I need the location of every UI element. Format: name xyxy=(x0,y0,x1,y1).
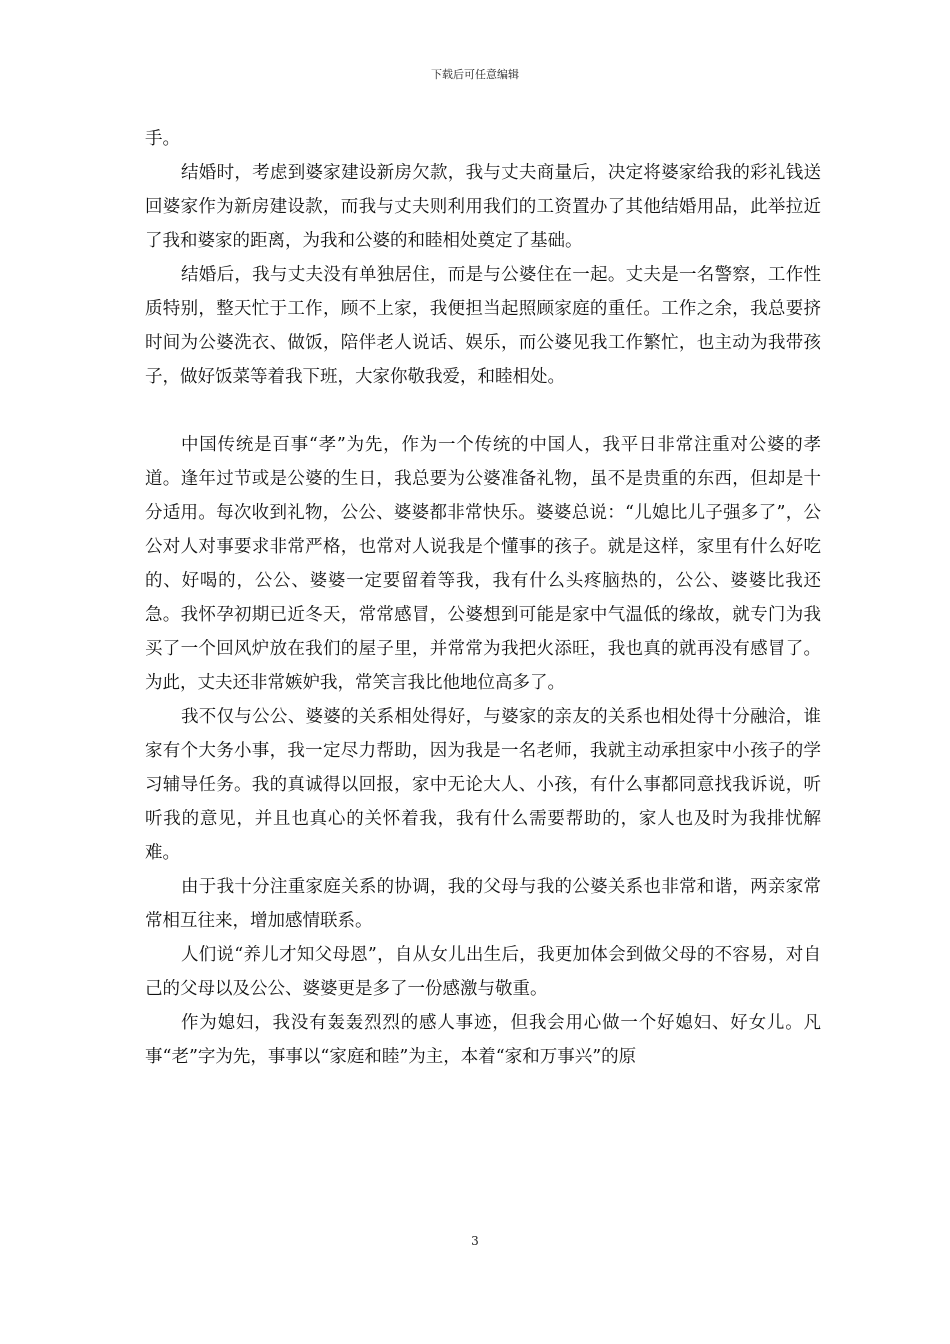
paragraph-wedding: 结婚时，考虑到婆家建设新房欠款，我与丈夫商量后，决定将婆家给我的彩礼钱送回婆家作为新房建设款，而我与丈夫则利用我们的工资置办了其他结婚用品，此举拉近了我和婆家的距离，为我和公婆的和睦相处奠定了基础。 xyxy=(145,163,821,251)
paragraph-parents-harmony: 由于我十分注重家庭关系的协调，我的父母与我的公婆关系也非常和谐，两亲家常常相互往来，增加感情联系。 xyxy=(145,877,821,931)
paragraph-spacer xyxy=(145,394,821,428)
paragraph-gratitude: 人们说“养儿才知父母恩”，自从女儿出生后，我更加体会到做父母的不容易，对自己的父母以及公公、婆婆更是多了一份感激与敬重。 xyxy=(145,945,821,999)
page-header: 下载后可任意编辑 xyxy=(431,68,519,81)
page-number: 3 xyxy=(471,1234,479,1248)
paragraph-continuation: 手。 xyxy=(145,129,180,149)
document-body xyxy=(145,122,821,1074)
paragraph-relatives: 我不仅与公公、婆婆的关系相处得好，与婆家的亲友的关系也相处得十分融洽，谁家有个大务小事，我一定尽力帮助，因为我是一名老师，我就主动承担家中小孩子的学习辅导任务。我的真诚得以回报，家中无论大人、小孩，有什么事都同意找我诉说，听听我的意见，并且也真心的关怀着我，我有什么需要帮助的，家人也及时为我排忧解难。 xyxy=(145,707,821,863)
paragraph-filial-piety: 中国传统是百事“孝”为先，作为一个传统的中国人，我平日非常注重对公婆的孝道。逢年过节或是公婆的生日，我总要为公婆准备礼物，虽不是贵重的东西，但却是十分适用。每次收到礼物，公公、婆婆都非常快乐。婆婆总说：“儿媳比儿子强多了”，公公对人对事要求非常严格，也常对人说我是个懂事的孩子。就是这样，家里有什么好吃的、好喝的，公公、婆婆一定要留着等我，我有什么头疼脑热的，公公、婆婆比我还急。我怀孕初期已近冬天，常常感冒，公婆想到可能是家中气温低的缘故，就专门为我买了一个回风炉放在我们的屋子里，并常常为我把火添旺，我也真的就再没有感冒了。为此，丈夫还非常嫉妒我，常笑言我比他地位高多了。 xyxy=(145,435,821,693)
paragraph-after-marriage: 结婚后，我与丈夫没有单独居住，而是与公婆住在一起。丈夫是一名警察，工作性质特别，整天忙于工作，顾不上家，我便担当起照顾家庭的重任。工作之余，我总要挤时间为公婆洗衣、做饭，陪伴老人说话、娱乐，而公婆见我工作繁忙，也主动为我带孩子，做好饭菜等着我下班，大家你敬我爱，和睦相处。 xyxy=(145,265,821,387)
paragraph-good-daughter-in-law: 作为媳妇，我没有轰轰烈烈的感人事迹，但我会用心做一个好媳妇、好女儿。凡事“老”字为先，事事以“家庭和睦”为主，本着“家和万事兴”的原 xyxy=(145,1013,821,1067)
